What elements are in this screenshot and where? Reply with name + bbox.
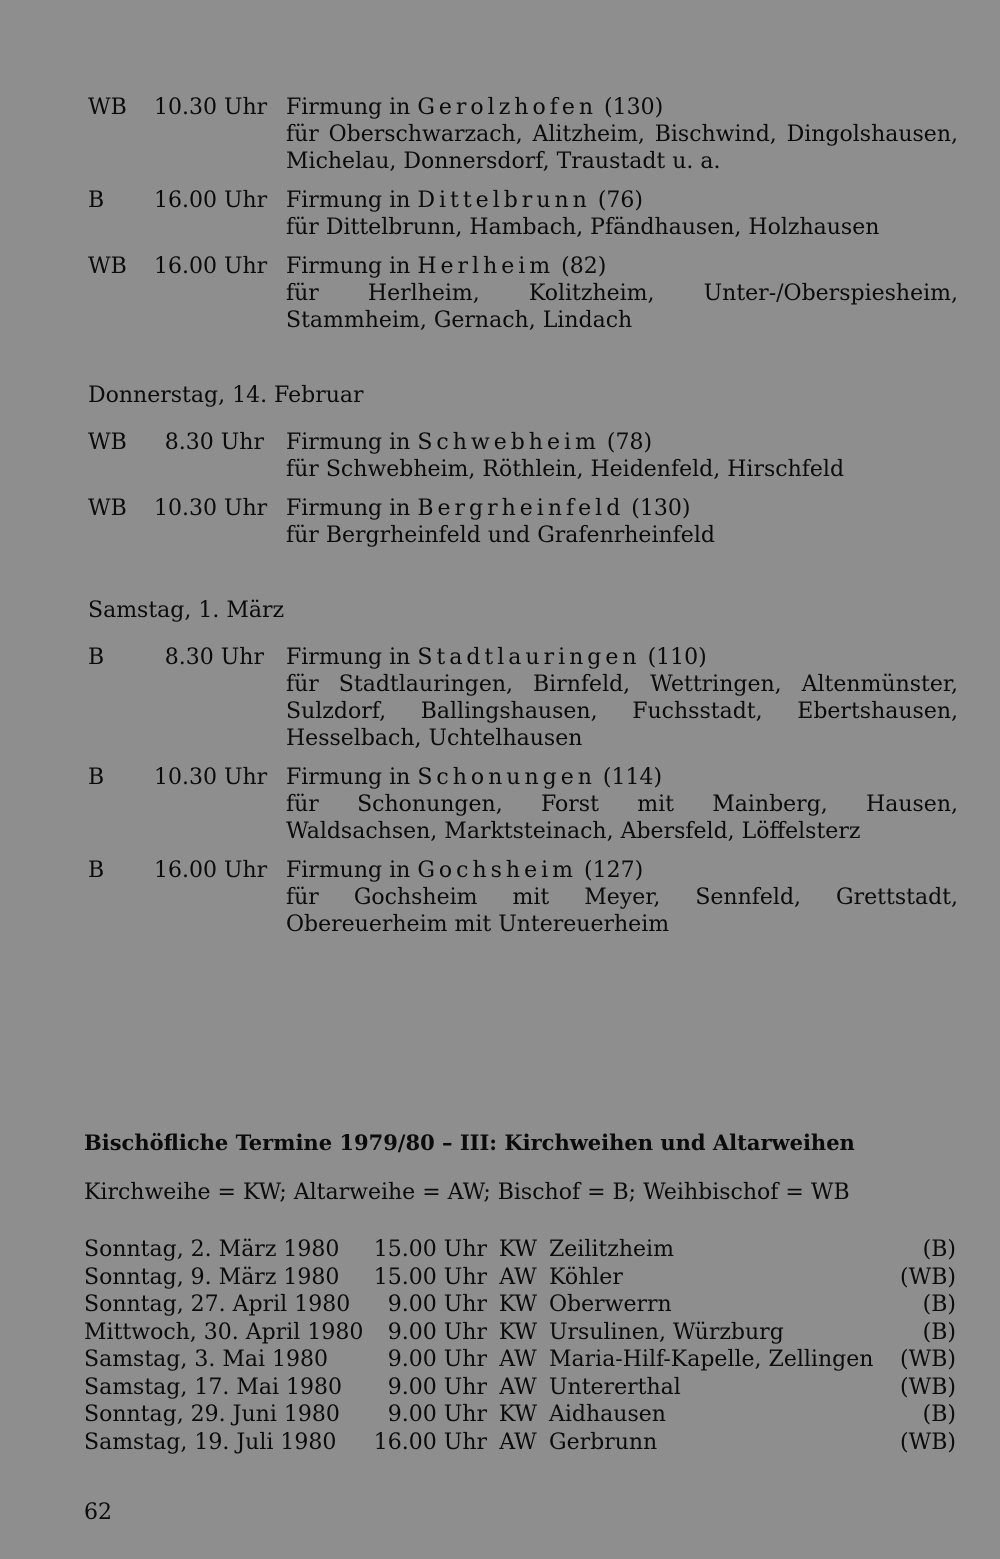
row-date: Samstag, 3. Mai 1980 xyxy=(84,1347,329,1372)
entry-group-b xyxy=(88,429,958,549)
entry-place: Bergrheinfeld xyxy=(417,496,625,521)
row-place: Gerbrunn xyxy=(549,1429,658,1455)
row-type: AW xyxy=(499,1429,537,1455)
row-date: Mittwoch, 30. April 1980 xyxy=(84,1319,364,1345)
candidate-count: (78) xyxy=(606,430,653,455)
officiant: WB xyxy=(88,430,127,455)
entry-parishes: für Schwebheim, Röthlein, Heidenfeld, Hirschfeld xyxy=(286,457,845,482)
table-row xyxy=(84,1264,956,1292)
entry-time: 8.30 Uhr xyxy=(164,430,264,455)
row-officiant: (WB) xyxy=(900,1264,956,1290)
entry-group-c xyxy=(88,644,958,938)
entry-place: Schwebheim xyxy=(417,430,600,455)
entry-title xyxy=(286,764,958,791)
row-officiant: (WB) xyxy=(900,1347,956,1372)
entry-prefix: Firmung in xyxy=(286,430,411,455)
schedule-entry xyxy=(88,187,958,241)
row-time: 9.00 Uhr xyxy=(387,1402,487,1427)
entry-place: Dittelbrunn xyxy=(417,188,591,213)
schedule-entry xyxy=(88,253,958,334)
row-time: 9.00 Uhr xyxy=(387,1319,487,1345)
officiant: B xyxy=(88,858,105,883)
table-row xyxy=(84,1236,956,1264)
entry-place: Herlheim xyxy=(417,254,555,279)
entry-place: Gerolzhofen xyxy=(417,95,598,120)
row-place: Untererthal xyxy=(549,1374,681,1400)
entry-time: 16.00 Uhr xyxy=(154,254,268,279)
entry-parishes: für Schonungen, Forst mit Mainberg, Hausen, Waldsachsen, Marktsteinach, Abersfeld, Löffelsterz xyxy=(286,792,958,844)
table-row xyxy=(84,1429,956,1457)
candidate-count: (130) xyxy=(631,496,691,521)
row-time: 9.00 Uhr xyxy=(387,1292,487,1317)
entry-prefix: Firmung in xyxy=(286,95,411,120)
entry-prefix: Firmung in xyxy=(286,188,411,213)
entry-parishes: für Gochsheim mit Meyer, Sennfeld, Grettstadt, Obereuerheim mit Untereuerheim xyxy=(286,885,958,937)
row-officiant: (B) xyxy=(922,1402,956,1427)
row-type: AW xyxy=(499,1374,537,1400)
entry-title xyxy=(286,644,958,671)
candidate-count: (82) xyxy=(561,254,607,279)
row-officiant: (B) xyxy=(922,1292,956,1317)
row-place: Aidhausen xyxy=(549,1402,666,1427)
table-row xyxy=(84,1346,956,1374)
entry-time: 8.30 Uhr xyxy=(164,645,264,670)
table-row xyxy=(84,1291,956,1319)
officiant: WB xyxy=(88,254,127,279)
officiant: B xyxy=(88,765,105,790)
entry-prefix: Firmung in xyxy=(286,496,411,521)
schedule-entry xyxy=(88,857,958,938)
row-officiant: (WB) xyxy=(900,1429,956,1455)
officiant: WB xyxy=(88,496,127,521)
schedule-entry xyxy=(88,644,958,752)
row-place: Maria-Hilf-Kapelle, Zellingen xyxy=(549,1347,874,1372)
schedule-entry xyxy=(88,94,958,175)
day-heading: Samstag, 1. März xyxy=(88,598,285,623)
candidate-count: (127) xyxy=(584,858,644,883)
row-date: Sonntag, 9. März 1980 xyxy=(84,1264,340,1290)
entry-prefix: Firmung in xyxy=(286,765,411,790)
officiant: B xyxy=(88,188,105,213)
candidate-count: (114) xyxy=(602,765,663,790)
entry-parishes: für Herlheim, Kolitzheim, Unter-/Oberspiesheim, Stammheim, Gernach, Lindach xyxy=(286,281,958,333)
entry-time: 16.00 Uhr xyxy=(154,858,268,883)
row-type: AW xyxy=(499,1347,537,1372)
entry-prefix: Firmung in xyxy=(286,645,411,670)
row-date: Samstag, 19. Juli 1980 xyxy=(84,1429,337,1455)
row-type: KW xyxy=(498,1402,538,1427)
entry-title xyxy=(286,495,958,522)
entry-title xyxy=(286,429,958,456)
row-type: KW xyxy=(498,1237,538,1262)
schedule-entry xyxy=(88,495,958,549)
row-time: 9.00 Uhr xyxy=(387,1374,487,1400)
entry-parishes: für Stadtlauringen, Birnfeld, Wettringen, Altenmünster, Sulzdorf, Ballingshausen, Fuchsstadt, Ebertshausen, Hesselbach, Uchtelhausen xyxy=(286,672,958,751)
abbreviation-legend: Kirchweihe = KW; Altarweihe = AW; Bischof = B; Weihbischof = WB xyxy=(84,1180,850,1205)
page-number: 62 xyxy=(84,1500,112,1525)
entry-place: Stadtlauringen xyxy=(417,645,641,670)
row-time: 9.00 Uhr xyxy=(387,1347,487,1372)
row-date: Sonntag, 27. April 1980 xyxy=(84,1292,351,1317)
entry-time: 10.30 Uhr xyxy=(154,95,268,120)
row-time: 15.00 Uhr xyxy=(373,1237,487,1262)
row-date: Sonntag, 2. März 1980 xyxy=(84,1237,340,1262)
entry-time: 10.30 Uhr xyxy=(154,496,268,521)
entry-group-a xyxy=(88,94,958,334)
entry-place: Schonungen xyxy=(417,765,596,790)
row-place: Ursulinen, Würzburg xyxy=(549,1319,784,1345)
row-type: AW xyxy=(499,1264,537,1290)
entry-title xyxy=(286,253,958,280)
entry-time: 10.30 Uhr xyxy=(154,765,268,790)
table-row xyxy=(84,1401,956,1429)
row-officiant: (B) xyxy=(922,1319,956,1345)
row-type: KW xyxy=(498,1292,538,1317)
schedule-entry xyxy=(88,429,958,483)
entry-time: 16.00 Uhr xyxy=(154,188,268,213)
entry-title xyxy=(286,187,958,214)
entry-title xyxy=(286,857,958,884)
row-officiant: (B) xyxy=(922,1237,956,1262)
officiant: WB xyxy=(88,95,127,120)
dedication-section xyxy=(84,1128,964,1456)
dedication-table xyxy=(84,1236,956,1456)
row-time: 16.00 Uhr xyxy=(373,1429,487,1455)
schedule-entry xyxy=(88,764,958,845)
table-row xyxy=(84,1374,956,1402)
officiant: B xyxy=(88,645,105,670)
confirmation-schedule xyxy=(88,94,958,950)
day-heading: Donnerstag, 14. Februar xyxy=(88,383,364,408)
entry-parishes: für Bergrheinfeld und Grafenrheinfeld xyxy=(286,523,715,548)
entry-parishes: für Dittelbrunn, Hambach, Pfändhausen, Holzhausen xyxy=(286,215,880,240)
row-place: Oberwerrn xyxy=(549,1292,672,1317)
row-place: Köhler xyxy=(549,1264,623,1290)
candidate-count: (76) xyxy=(597,188,644,213)
table-row xyxy=(84,1319,956,1347)
entry-place: Gochsheim xyxy=(417,858,577,883)
row-type: KW xyxy=(498,1319,538,1345)
row-date: Sonntag, 29. Juni 1980 xyxy=(84,1402,340,1427)
candidate-count: (110) xyxy=(647,645,707,670)
entry-prefix: Firmung in xyxy=(286,254,411,279)
row-date: Samstag, 17. Mai 1980 xyxy=(84,1374,343,1400)
section-title: Bischöfliche Termine 1979/80 – III: Kirchweihen und Altarweihen xyxy=(84,1130,855,1155)
row-place: Zeilitzheim xyxy=(549,1237,674,1262)
entry-parishes: für Oberschwarzach, Alitzheim, Bischwind, Dingolshausen, Michelau, Donnersdorf, Traustadt u. a. xyxy=(286,122,958,174)
row-officiant: (WB) xyxy=(900,1374,956,1400)
row-time: 15.00 Uhr xyxy=(373,1264,487,1290)
entry-prefix: Firmung in xyxy=(286,858,411,883)
candidate-count: (130) xyxy=(604,95,664,120)
entry-title xyxy=(286,94,958,121)
